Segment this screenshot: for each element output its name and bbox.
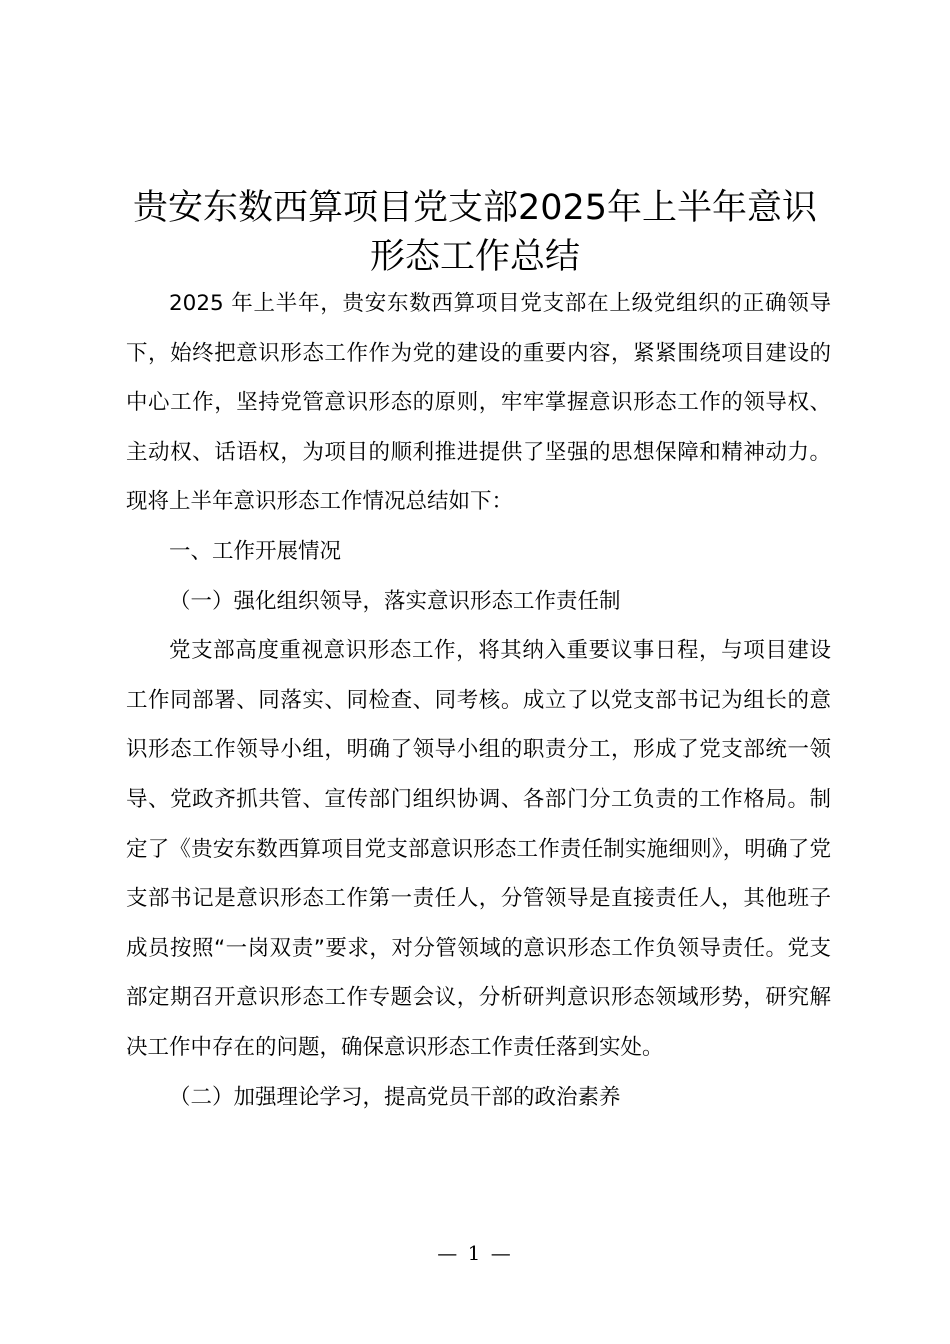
subsection-heading-1: （一）强化组织领导，落实意识形态工作责任制	[169, 588, 621, 614]
document-title-line-2: 形态工作总结	[369, 237, 580, 277]
body-paragraph-1: 党支部高度重视意识形态工作，将其纳入重要议事日程，与项目建设工作同部署、同落实、同检查、同考核。成立了以党支部书记为组长的意识形态工作领导小组，明确了领导小组的职责分工，形成了党支部统一领导、党政齐抓共管、宣传部门组织协调、各部门分工负责的工作格局。制定了《贵安东数西算项目党支部意识形态工作责任制实施细则》，明确了党支部书记是意识形态工作第一责任人，分管领导是直接责任人，其他班子成员按照“一岗双责”要求，对分管领域的意识形态工作负领导责任。党支部定期召开意识形态工作专题会议，分析研判意识形态领域形势，研究解决工作中存在的问题，确保意识形态工作责任落到实处。	[126, 638, 831, 1060]
document-title-line-1: 贵安东数西算项目党支部2025年上半年意识	[132, 188, 818, 228]
intro-paragraph: 2025 年上半年，贵安东数西算项目党支部在上级党组织的正确领导下，始终把意识形态工作作为党的建设的重要内容，紧紧围绕项目建设的中心工作，坚持党管意识形态的原则，牢牢掌握意识形态工作的领导权、主动权、话语权，为项目的顺利推进提供了坚强的思想保障和精神动力。现将上半年意识形态工作情况总结如下：	[126, 291, 831, 515]
page-number: — 1 —	[437, 1241, 513, 1265]
section-heading-1: 一、工作开展情况	[169, 538, 342, 564]
document-body	[126, 279, 831, 1122]
subsection-heading-2: （二）加强理论学习，提高党员干部的政治素养	[169, 1084, 621, 1110]
